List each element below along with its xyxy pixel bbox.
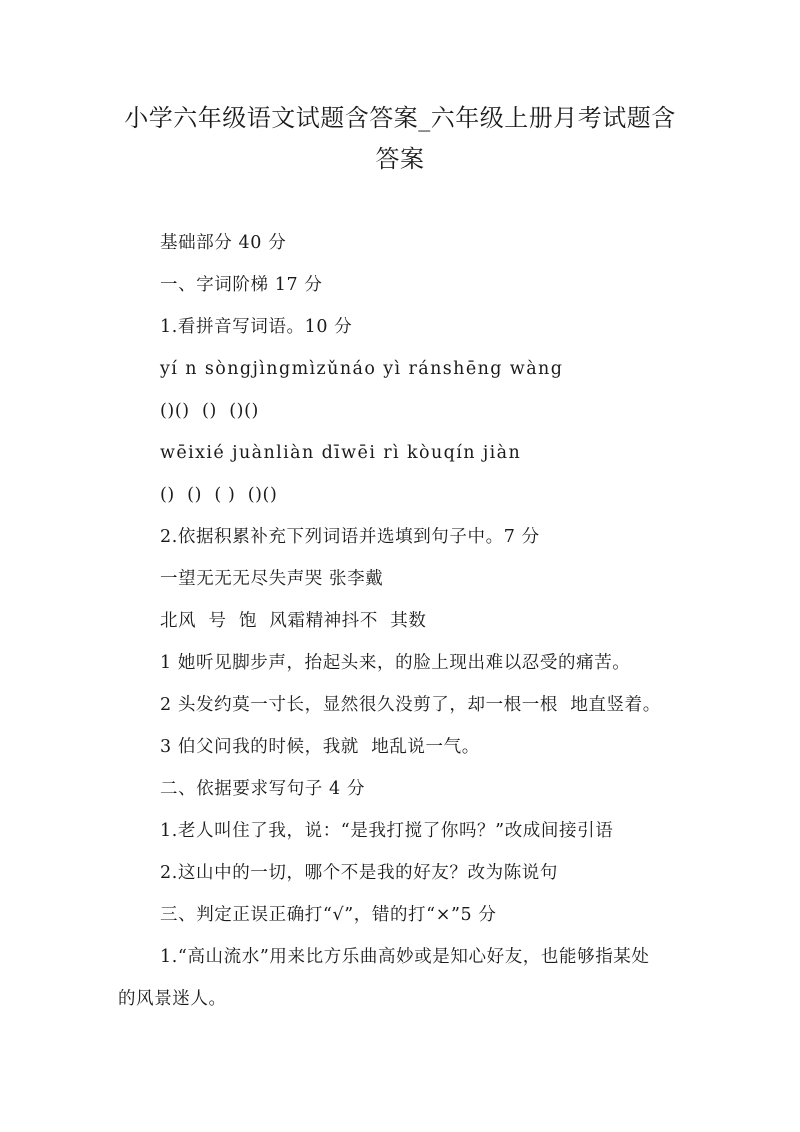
sentence-task-2: 2.这山中的一切，哪个不是我的好友？改为陈说句 [160,863,558,883]
idiom-row-2: 北风 号 饱 风霜精神抖不 其数 [160,611,427,631]
sentence-task-1: 1.老人叫住了我，说：“是我打搅了你吗？”改成间接引语 [160,821,614,841]
sentence-3: 3 伯父问我的时候，我就 地乱说一气。 [160,737,480,757]
section-heading-true-false: 三、判定正误正确打“√”，错的打“×”5 分 [160,905,497,925]
true-false-item-1: 1.“高山流水”用来比方乐曲高妙或是知心好友，也能够指某处 [160,947,650,967]
pinyin-row-2: wēixié juànliàn dīwēi rì kòuqín jiàn [160,443,522,463]
true-false-item-1-continued: 的风景迷人。 [118,989,227,1009]
document-title-line-2: 答案 [375,145,425,173]
section-heading-sentences: 二、依据要求写句子 4 分 [160,779,366,799]
sentence-2: 2 头发约莫一寸长，显然很久没剪了，却一根一根 地直竖着。 [160,695,661,715]
pinyin-row-1: yí n sòngjìngmìzǔnáo yì ránshēng wàng [160,359,564,379]
section-heading-vocabulary: 一、字词阶梯 17 分 [160,275,323,295]
document-title-line-1: 小学六年级语文试题含答案_六年级上册月考试题含 [124,104,676,132]
question-2-idioms: 2.依据积累补充下列词语并选填到句子中。7 分 [160,527,540,547]
section-heading-basics: 基础部分 40 分 [160,233,287,253]
question-1-pinyin: 1.看拼音写词语。10 分 [160,317,353,337]
idiom-row-1: 一望无无无尽失声哭 张李戴 [160,569,384,589]
answer-blanks-row-2: () () ( ) ()() [160,485,278,505]
sentence-1: 1 她听见脚步声，抬起头来，的脸上现出难以忍受的痛苦。 [160,653,631,673]
answer-blanks-row-1: ()() () ()() [160,401,259,421]
